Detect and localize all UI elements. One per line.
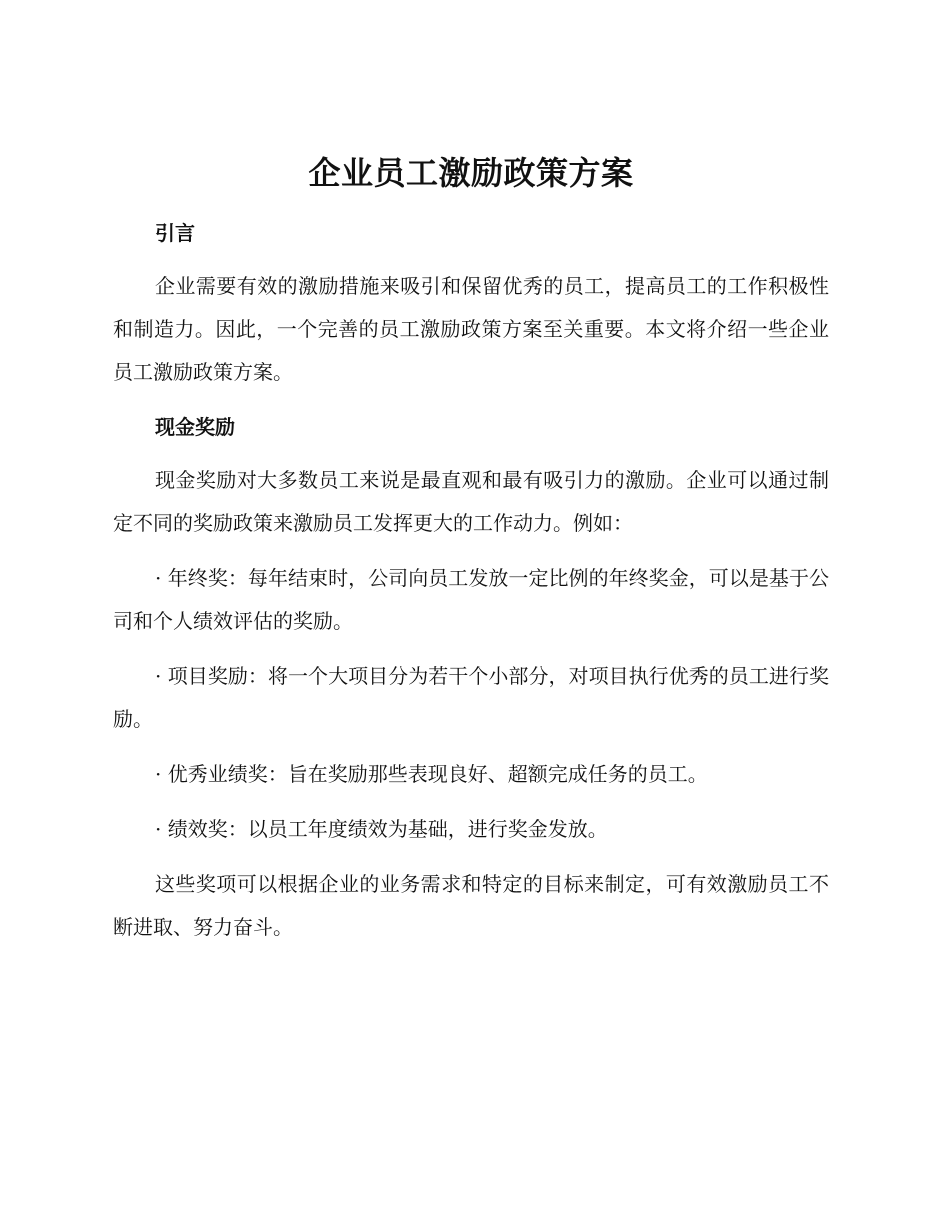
paragraph-cash-rewards-intro: 现金奖励对大多数员工来说是最直观和最有吸引力的激励。企业可以通过制定不同的奖励政策来激励员工发挥更大的工作动力。例如： [113,468,829,535]
list-item-year-end-bonus: · 年终奖：每年结束时，公司向员工发放一定比例的年终奖金，可以是基于公司和个人绩效评估的奖励。 [113,566,829,633]
list-item-project-reward: · 项目奖励：将一个大项目分为若干个小部分，对项目执行优秀的员工进行奖励。 [113,664,829,731]
section-heading-cash-rewards: 现金奖励 [155,415,235,439]
paragraph-cash-rewards-conclusion: 这些奖项可以根据企业的业务需求和特定的目标来制定，可有效激励员工不断进取、努力奋斗。 [113,872,829,939]
section-heading-introduction: 引言 [155,221,195,245]
list-item-outstanding-performance-award: · 优秀业绩奖：旨在奖励那些表现良好、超额完成任务的员工。 [155,762,708,786]
list-item-performance-bonus: · 绩效奖：以员工年度绩效为基础，进行奖金发放。 [155,817,608,841]
document-page [113,145,829,949]
paragraph-introduction: 企业需要有效的激励措施来吸引和保留优秀的员工，提高员工的工作积极性和制造力。因此，一个完善的员工激励政策方案至关重要。本文将介绍一些企业员工激励政策方案。 [113,274,829,384]
document-title: 企业员工激励政策方案 [308,154,634,192]
